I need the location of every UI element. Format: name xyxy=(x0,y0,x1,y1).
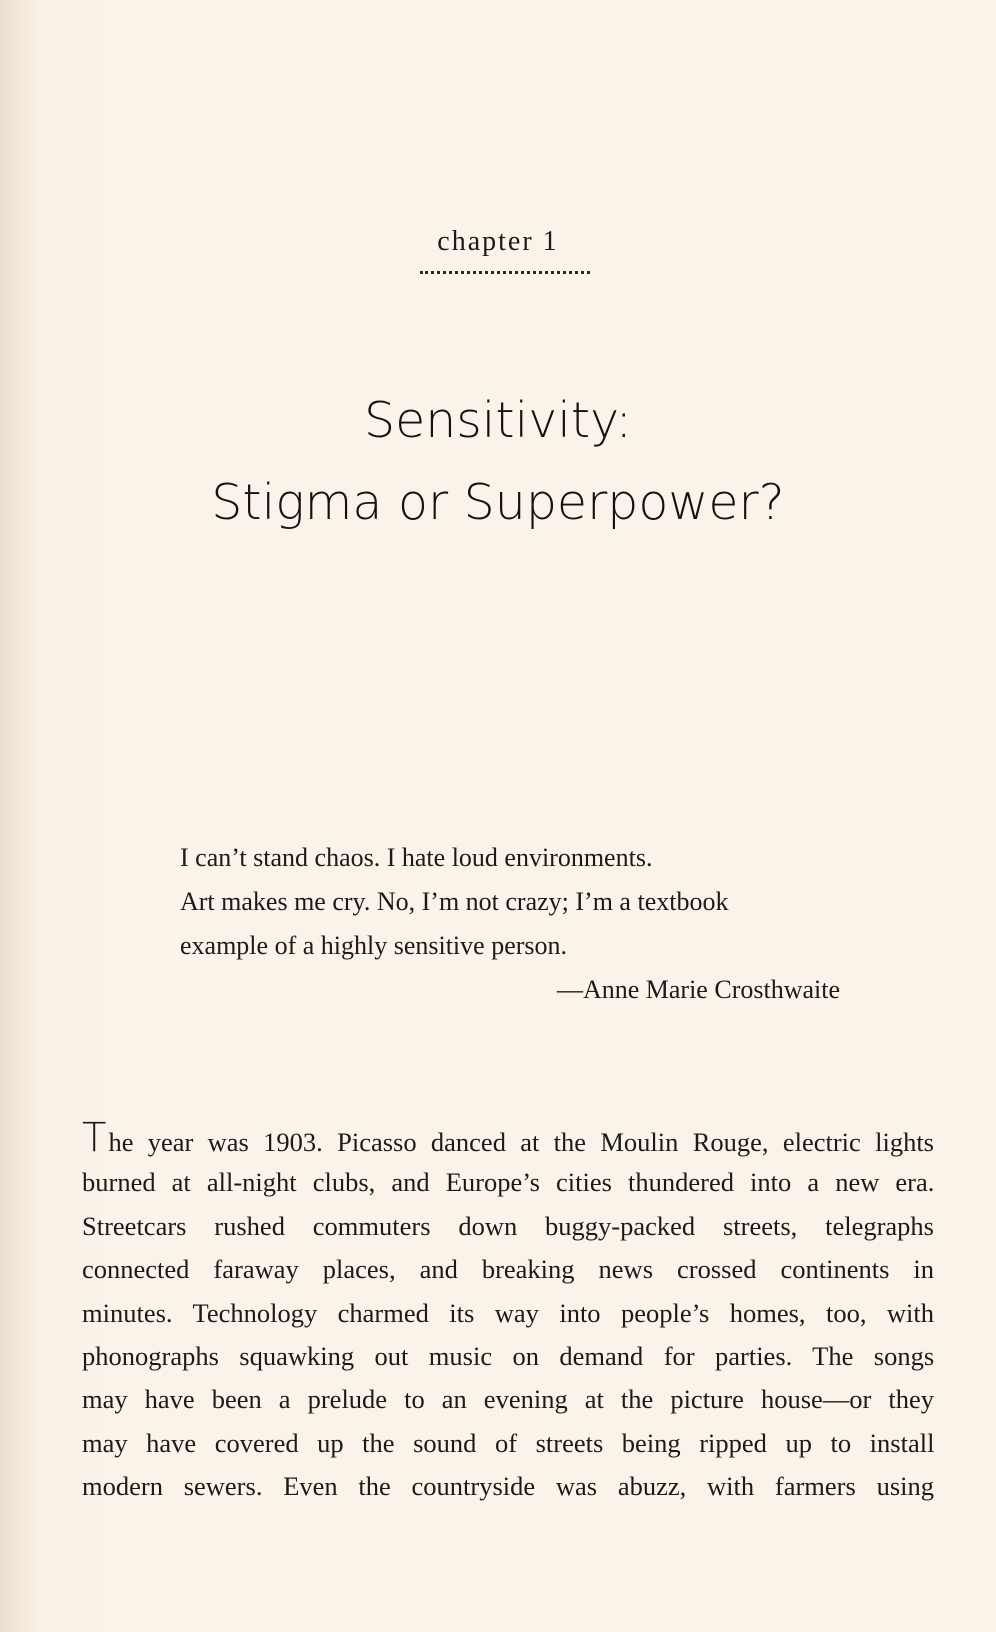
chapter-dotted-rule xyxy=(420,271,590,274)
chapter-title-line-2: Stigma or Superpower? xyxy=(211,474,785,531)
epigraph-quote xyxy=(180,836,840,968)
body-line: may have been a prelude to an evening at the picture house—or they xyxy=(82,1384,935,1415)
body-line: modern sewers. Even the countryside was abuzz, with farmers using xyxy=(82,1471,934,1502)
body-first-line xyxy=(82,1115,934,1161)
body-line: phonographs squawking out music on demand for parties. The songs xyxy=(82,1340,935,1371)
body-line: burned at all-night clubs, and Europe’s cities thundered into a new era. xyxy=(82,1167,935,1198)
drop-cap: T xyxy=(82,1115,107,1161)
chapter-label: chapter 1 xyxy=(437,226,559,257)
body-line: Streetcars rushed commuters down buggy-packed streets, telegraphs xyxy=(82,1210,934,1241)
body-line: may have covered up the sound of streets being ripped up to install xyxy=(82,1427,935,1458)
epigraph-line: Art makes me cry. No, I’m not crazy; I’m a textbook xyxy=(180,887,729,916)
epigraph-line: example of a highly sensitive person. xyxy=(180,931,568,960)
chapter-title-line-1: Sensitivity: xyxy=(363,392,633,449)
epigraph-line: I can’t stand chaos. I hate loud environments. xyxy=(180,843,653,872)
body-line: he year was 1903. Picasso danced at the Moulin Rouge, electric lights xyxy=(108,1127,934,1157)
epigraph-attribution: —Anne Marie Crosthwaite xyxy=(556,975,840,1004)
chapter-title xyxy=(0,380,996,544)
body-paragraph xyxy=(82,1115,935,1509)
body-line: connected faraway places, and breaking news crossed continents in xyxy=(82,1254,935,1285)
body-line: minutes. Technology charmed its way into people’s homes, too, with xyxy=(82,1297,934,1328)
